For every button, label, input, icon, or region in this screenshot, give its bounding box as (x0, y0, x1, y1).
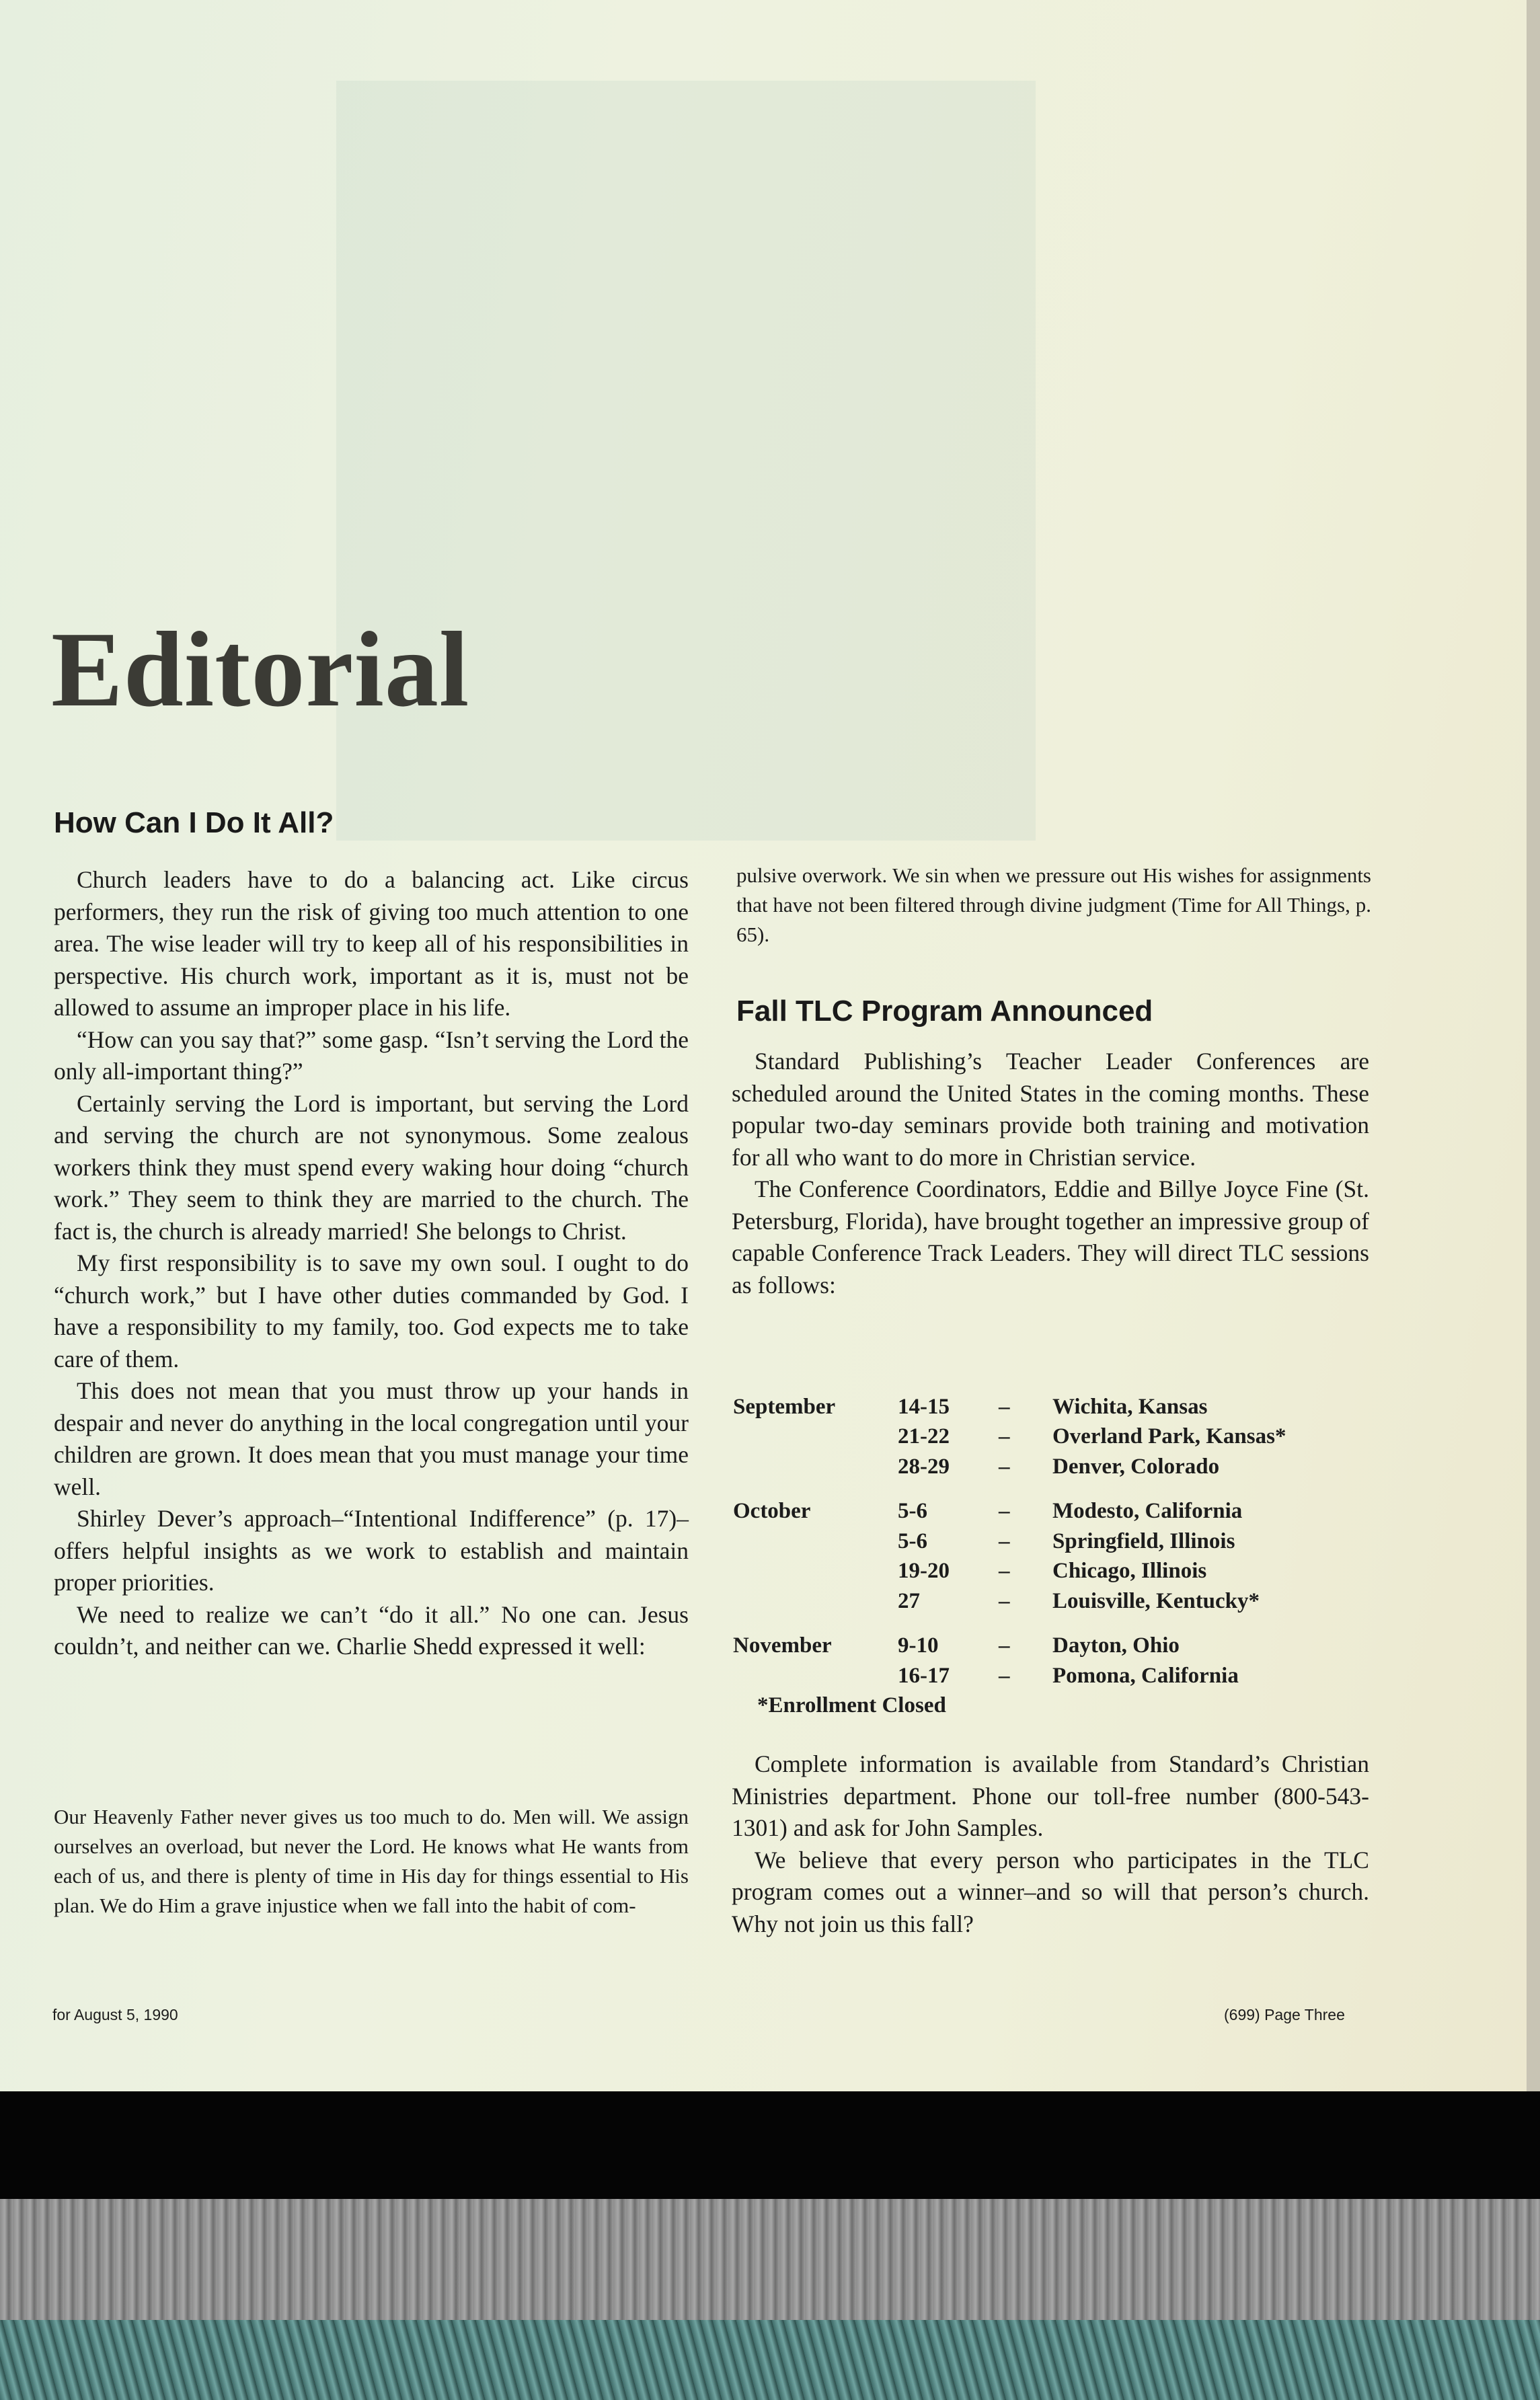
schedule-dates: 5-6 (898, 1528, 927, 1553)
paragraph: Shirley Dever’s approach–“Intentional Indifference” (p. 17)–offers helpful insights as we work to establish and maintain proper priorities. (54, 1505, 689, 1596)
schedule-dash: – (999, 1499, 1010, 1524)
schedule-dates: 5-6 (898, 1499, 927, 1524)
right-article-body (732, 1046, 1369, 1301)
schedule-city: Pomona, California (1052, 1663, 1239, 1688)
schedule-city: Overland Park, Kansas* (1052, 1424, 1286, 1449)
schedule-note: *Enrollment Closed (757, 1693, 946, 1718)
dark-background (0, 2091, 1540, 2199)
schedule-city: Dayton, Ohio (1052, 1633, 1180, 1658)
right-article-closing (732, 1748, 1369, 1940)
schedule-city: Louisville, Kentucky* (1052, 1588, 1260, 1613)
right-article-title: Fall TLC Program Announced (736, 995, 1153, 1028)
schedule-dates: 9-10 (898, 1633, 939, 1658)
page-edge (1527, 0, 1540, 2091)
quote-continuation: pulsive overwork. We sin when we pressure out His wishes for assignments that have not been filtered through divine judgment (Time for All Things, p. 65). (736, 863, 1371, 946)
schedule-row (733, 1631, 1379, 1662)
paragraph: Standard Publishing’s Teacher Leader Conferences are scheduled around the United States in the coming months. These popular two-day seminars provide both training and motivation for all who want to do more in Christian service. (732, 1048, 1369, 1171)
paragraph: My first responsibility is to save my own soul. I ought to do “church work,” but I have other duties commanded by God. I have a responsibility to my family, too. God expects me to take care of them. (54, 1249, 689, 1372)
paragraph: We believe that every person who participates in the TLC program comes out a winner–and so will that person’s church. Why not join us this fall? (732, 1846, 1369, 1937)
paragraph: The Conference Coordinators, Eddie and Billye Joyce Fine (St. Petersburg, Florida), have brought together an impressive group of capable Conference Track Leaders. They will direct TLC sessions as follows: (732, 1175, 1369, 1299)
schedule-month: November (733, 1633, 832, 1658)
conference-schedule (733, 1392, 1379, 1721)
schedule-dash: – (999, 1633, 1010, 1658)
schedule-dash: – (999, 1588, 1010, 1613)
schedule-row (733, 1526, 1379, 1557)
schedule-city: Chicago, Illinois (1052, 1559, 1207, 1584)
schedule-row (733, 1586, 1379, 1617)
paragraph: We need to realize we can’t “do it all.” No one can. Jesus couldn’t, and neither can we. Charlie Shedd expressed it well: (54, 1600, 689, 1660)
schedule-month: September (733, 1394, 836, 1419)
schedule-dash: – (999, 1663, 1010, 1688)
schedule-dates: 14-15 (898, 1394, 950, 1419)
schedule-dash: – (999, 1454, 1010, 1479)
schedule-row (733, 1497, 1379, 1527)
section-masthead: Editorial (51, 609, 470, 729)
paragraph: Church leaders have to do a balancing act. Like circus performers, they run the risk of giving too much attention to one area. The wise leader will try to keep all of his responsibilities in perspective. His church work, important as it is, must not be allowed to assume an improper place in his life. (54, 866, 689, 1021)
paragraph: Complete information is available from Standard’s Christian Ministries department. Phone our toll-free number (800-543-1301) and ask for John Samples. (732, 1750, 1369, 1841)
schedule-dates: 27 (898, 1588, 920, 1613)
schedule-dash: – (999, 1559, 1010, 1584)
paragraph: Certainly serving the Lord is important, but serving the Lord and serving the church are not synonymous. Some zealous workers think they must spend every waking hour doing “church work.” They seem to think they are married to the church. The fact is, the church is already married! She belongs to Christ. (54, 1089, 689, 1245)
schedule-dash: – (999, 1528, 1010, 1553)
schedule-dates: 28-29 (898, 1454, 950, 1479)
paragraph: This does not mean that you must throw up your hands in despair and never do anything in the local congregation until your children are grown. It does mean that you must manage your time well. (54, 1377, 689, 1500)
footer-date: for August 5, 1990 (52, 2006, 178, 2023)
schedule-row (733, 1661, 1379, 1691)
schedule-dates: 19-20 (898, 1559, 950, 1584)
schedule-dash: – (999, 1424, 1010, 1449)
schedule-city: Denver, Colorado (1052, 1454, 1220, 1479)
block-quote: Our Heavenly Father never gives us too much to do. Men will. We assign ourselves an overload, but never the Lord. He knows what He wants from each of us, and there is plenty of time in His day for things essential to His plan. We do Him a grave injustice when we fall into the habit of com- (54, 1805, 689, 1917)
schedule-row (733, 1557, 1379, 1587)
schedule-city: Modesto, California (1052, 1499, 1243, 1524)
schedule-row (733, 1392, 1379, 1422)
left-article-body (54, 864, 689, 1663)
schedule-city: Wichita, Kansas (1052, 1394, 1208, 1419)
left-article-title: How Can I Do It All? (54, 806, 334, 839)
schedule-city: Springfield, Illinois (1052, 1528, 1235, 1553)
schedule-dates: 21-22 (898, 1424, 950, 1449)
paragraph: “How can you say that?” some gasp. “Isn’t serving the Lord the only all-important thing?” (54, 1025, 689, 1085)
schedule-row (733, 1452, 1379, 1482)
schedule-month: October (733, 1499, 811, 1524)
footer-page-number: (699) Page Three (1224, 2006, 1345, 2023)
schedule-dates: 16-17 (898, 1663, 950, 1688)
schedule-dash: – (999, 1394, 1010, 1419)
teal-fabric (0, 2320, 1540, 2400)
schedule-row (733, 1422, 1379, 1453)
